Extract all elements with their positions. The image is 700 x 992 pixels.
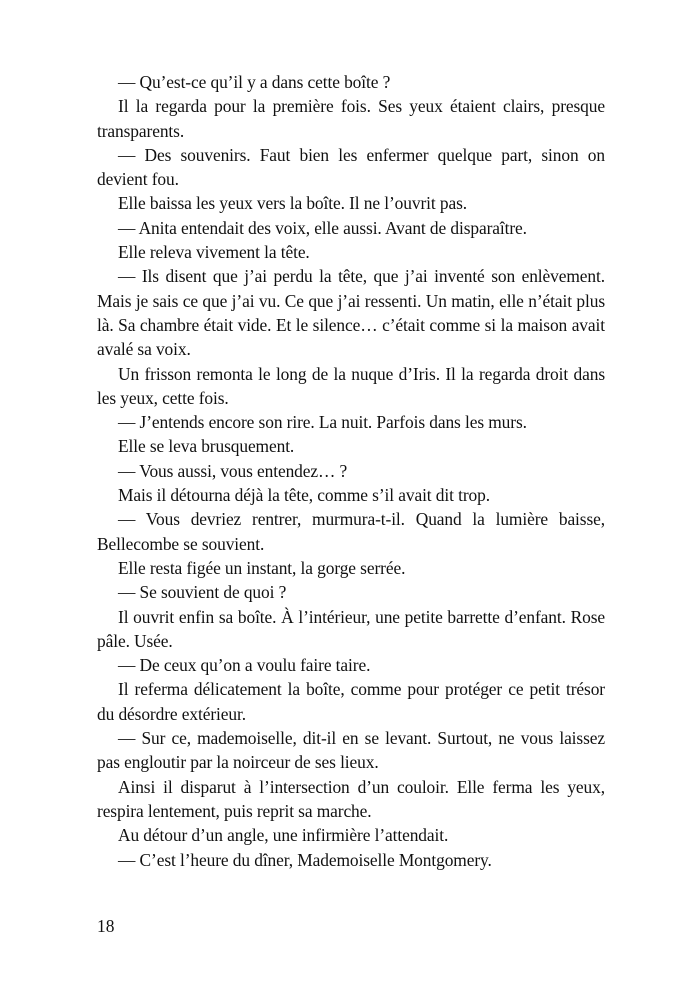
paragraph-5: — Anita entendait des voix, elle aussi. Avant de disparaître. — [118, 217, 527, 238]
paragraph-16: Il ouvrit enfin sa boîte. À l’intérieur, une petite barrette d’enfant. Rose pâle. Usée. — [97, 606, 605, 651]
paragraph-17: — De ceux qu’on a voulu faire taire. — [118, 655, 371, 676]
paragraph-7: — Ils disent que j’ai perdu la tête, que j’ai inventé son enlèvement. Mais je sais ce que j’ai vu. Ce que j’ai ressenti. Un matin, elle n’était plus là. Sa chambre était vide. Et le silence… c’était comme si la maison avait avalé sa voix. — [97, 266, 605, 360]
paragraph-22: — C’est l’heure du dîner, Mademoiselle Montgomery. — [118, 849, 492, 870]
paragraph-3: — Des souvenirs. Faut bien les enfermer quelque part, sinon on devient fou. — [97, 144, 605, 190]
paragraph-19: — Sur ce, mademoiselle, dit-il en se levant. Surtout, ne vous laissez pas engloutir par la noirceur de ses lieux. — [97, 728, 605, 773]
paragraph-18: Il referma délicatement la boîte, comme pour protéger ce petit trésor du désordre extérieur. — [97, 679, 605, 724]
paragraph-4: Elle baissa les yeux vers la boîte. Il ne l’ouvrit pas. — [118, 193, 467, 214]
paragraph-11: — Vous aussi, vous entendez… ? — [118, 460, 348, 481]
paragraph-15: — Se souvient de quoi ? — [118, 582, 287, 603]
paragraph-9: — J’entends encore son rire. La nuit. Parfois dans les murs. — [118, 412, 527, 433]
paragraph-2: Il la regarda pour la première fois. Ses yeux étaient clairs, presque transparents. — [97, 96, 605, 141]
paragraph-6: Elle releva vivement la tête. — [118, 242, 310, 263]
paragraph-8: Un frisson remonta le long de la nuque d’Iris. Il la regarda droit dans les yeux, cette fois. — [97, 363, 605, 408]
paragraph-1: — Qu’est-ce qu’il y a dans cette boîte ? — [118, 72, 391, 92]
page-body — [97, 70, 605, 872]
page-number: 18 — [97, 916, 115, 936]
paragraph-20: Ainsi il disparut à l’intersection d’un couloir. Elle ferma les yeux, respira lentement, puis reprit sa marche. — [97, 776, 605, 821]
paragraph-13: — Vous devriez rentrer, murmura-t-il. Quand la lumière baisse, Bellecombe se souvient. — [97, 509, 605, 554]
paragraph-14: Elle resta figée un instant, la gorge serrée. — [118, 557, 406, 578]
paragraph-12: Mais il détourna déjà la tête, comme s’il avait dit trop. — [118, 485, 490, 506]
paragraph-21: Au détour d’un angle, une infirmière l’attendait. — [118, 825, 449, 846]
paragraph-10: Elle se leva brusquement. — [118, 436, 295, 457]
